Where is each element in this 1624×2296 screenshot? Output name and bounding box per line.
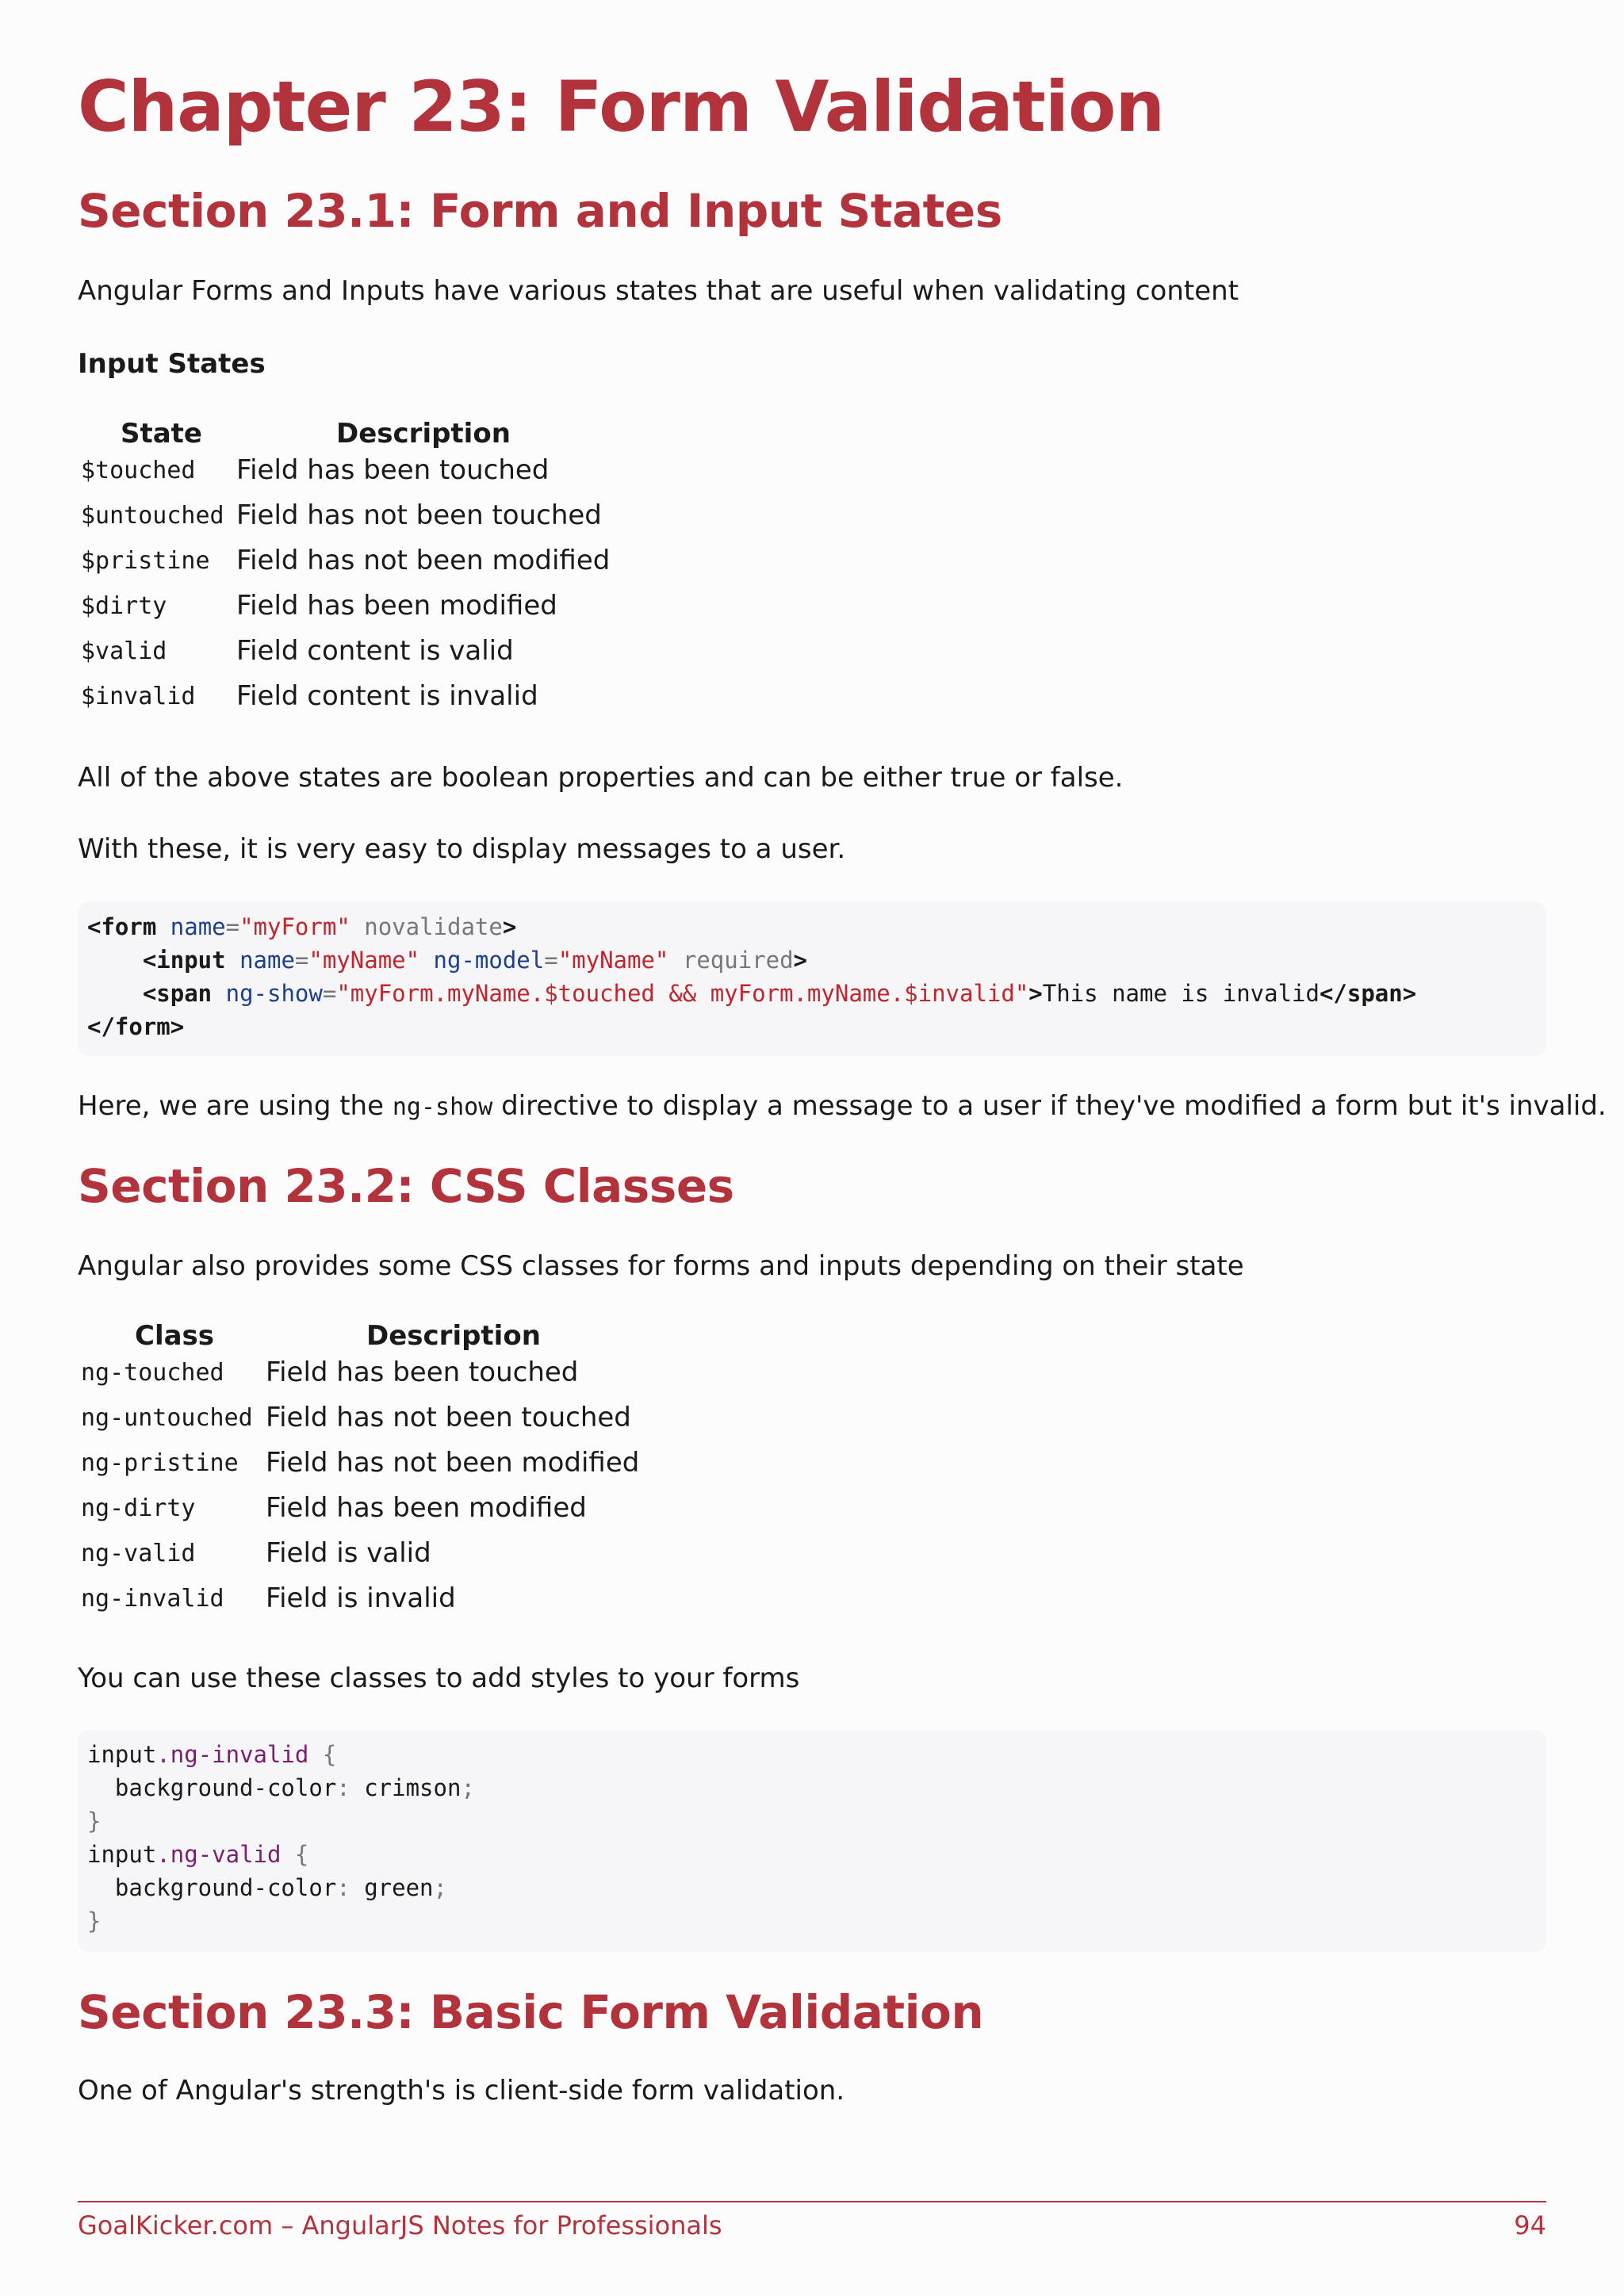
state-code: $valid <box>81 637 167 665</box>
state-description: Field content is invalid <box>236 680 538 712</box>
css-classes-table <box>78 1318 680 1635</box>
inline-code-ng-show: ng-show <box>392 1093 493 1121</box>
state-description: Field has not been touched <box>236 499 602 531</box>
table-row <box>78 452 633 497</box>
state-code: $untouched <box>81 502 224 530</box>
input-states-table <box>78 415 633 733</box>
section-intro: One of Angular's strength's is client-side form validation. <box>78 2075 845 2107</box>
table-header-class: Class <box>135 1320 215 1352</box>
table-header-state: State <box>121 418 202 450</box>
paragraph-use-classes: You can use these classes to add styles to your forms <box>78 1663 800 1694</box>
section-title-23-3: Section 23.3: Basic Form Validation <box>78 1985 984 2039</box>
chapter-title: Chapter 23: Form Validation <box>78 66 1165 147</box>
class-code: ng-invalid <box>81 1585 224 1613</box>
class-description: Field has been modified <box>266 1492 587 1524</box>
class-code: ng-untouched <box>81 1404 253 1432</box>
paragraph-display-messages: With these, it is very easy to display messages to a user. <box>78 833 846 865</box>
subheading-input-states: Input States <box>78 348 266 380</box>
paragraph-ng-show-explanation: Here, we are using the ng-show directive to display a message to a user if they've modified a form but it's invalid. <box>78 1090 1607 1122</box>
section-title-23-2: Section 23.2: CSS Classes <box>78 1159 734 1213</box>
table-row <box>78 542 633 587</box>
state-description: Field has been modified <box>236 590 557 622</box>
class-code: ng-pristine <box>81 1449 239 1477</box>
class-description: Field has not been touched <box>266 1402 631 1433</box>
state-description: Field has not been modified <box>236 545 611 576</box>
table-row <box>78 1445 680 1490</box>
state-code: $pristine <box>81 547 210 575</box>
table-header-description: Description <box>366 1320 541 1352</box>
footer-book-title: GoalKicker.com – AngularJS Notes for Professionals <box>78 2210 722 2241</box>
class-code: ng-valid <box>81 1540 196 1567</box>
paragraph-boolean-states: All of the above states are boolean properties and can be either true or false. <box>78 762 1124 794</box>
table-row <box>78 633 633 678</box>
html-code-block: <form name="myForm" novalidate> <input name="myName" ng-model="myName" required> <span ng-show="myForm.myName.$touched && myForm.myName.$invalid">This name is invalid</span> </form> <box>78 902 1546 1056</box>
class-description: Field is invalid <box>266 1582 456 1614</box>
class-code: ng-dirty <box>81 1494 196 1522</box>
section-intro: Angular also provides some CSS classes for forms and inputs depending on their state <box>78 1250 1244 1282</box>
state-code: $touched <box>81 457 196 484</box>
class-description: Field has not been modified <box>266 1447 640 1479</box>
state-description: Field content is valid <box>236 635 514 667</box>
footer-divider <box>78 2201 1546 2202</box>
class-description: Field has been touched <box>266 1357 579 1388</box>
section-intro: Angular Forms and Inputs have various states that are useful when validating content <box>78 275 1239 307</box>
state-code: $invalid <box>81 683 196 710</box>
table-header-description: Description <box>336 418 511 450</box>
css-code-block: input.ng-invalid { background-color: crimson; } input.ng-valid { background-color: green; } <box>78 1730 1546 1952</box>
state-description: Field has been touched <box>236 454 550 486</box>
table-row <box>78 1580 680 1625</box>
class-code: ng-touched <box>81 1359 224 1387</box>
footer-page-number: 94 <box>1514 2210 1546 2241</box>
table-row <box>78 678 633 723</box>
table-row <box>78 1399 680 1445</box>
table-row <box>78 1490 680 1535</box>
table-row <box>78 497 633 542</box>
state-code: $dirty <box>81 592 167 620</box>
section-title-23-1: Section 23.1: Form and Input States <box>78 184 1002 238</box>
table-row <box>78 587 633 633</box>
class-description: Field is valid <box>266 1537 431 1569</box>
table-row <box>78 1354 680 1399</box>
table-row <box>78 1535 680 1580</box>
